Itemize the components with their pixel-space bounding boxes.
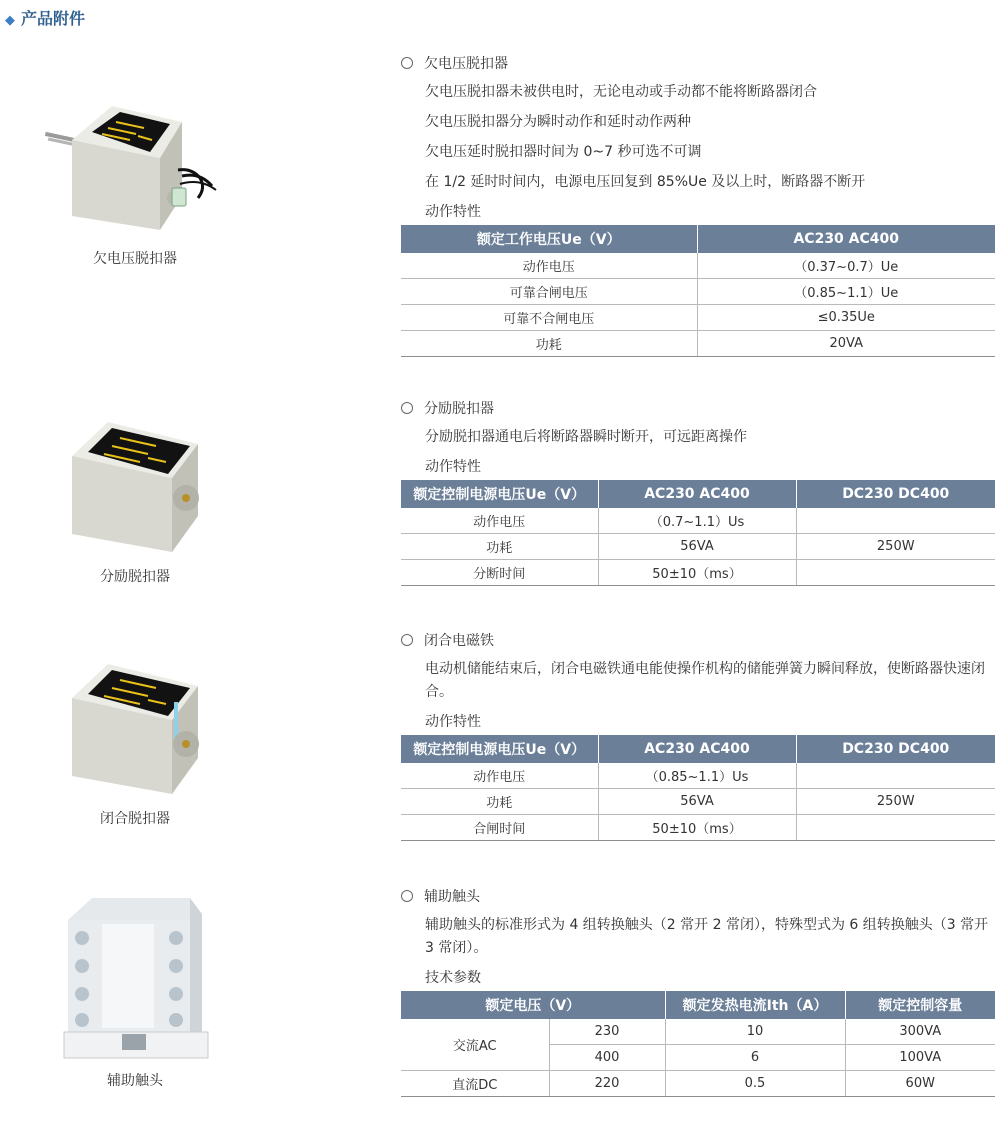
- column-header: 额定电压（V）: [401, 991, 665, 1019]
- caption-auxiliary: 辅助触头: [107, 1073, 163, 1089]
- table-cell: 400: [549, 1045, 665, 1071]
- circle-bullet-icon: [401, 402, 413, 414]
- table-cell: 50±10（ms）: [598, 815, 796, 841]
- table-cell: 动作电压: [401, 763, 598, 789]
- table-cell: [796, 763, 995, 789]
- table-row: [401, 253, 995, 279]
- table-row: [401, 534, 995, 560]
- circle-bullet-icon: [401, 634, 413, 646]
- table-header-row: [401, 480, 995, 508]
- product-photo-shunt: [40, 416, 230, 586]
- table-cell: [796, 815, 995, 841]
- column-header: DC230 DC400: [796, 480, 995, 508]
- table-label: 动作特性: [425, 714, 481, 730]
- table-cell: 可靠不合闸电压: [401, 305, 697, 331]
- shunt-release-image: [40, 416, 230, 556]
- undervoltage-release-image: [40, 100, 230, 250]
- circle-bullet-icon: [401, 57, 413, 69]
- column-header: 额定控制电源电压Ue（V）: [401, 735, 598, 763]
- paragraph: 欠电压脱扣器未被供电时，无论电动或手动都不能将断路器闭合: [425, 84, 817, 100]
- auxiliary-contacts-image: [40, 894, 230, 1064]
- caption-closing: 闭合脱扣器: [100, 811, 170, 827]
- table-label: 动作特性: [425, 204, 481, 220]
- column-header: 额定发热电流Ith（A）: [665, 991, 845, 1019]
- product-photo-undervoltage: [40, 100, 230, 270]
- table-cell: 0.5: [665, 1071, 845, 1097]
- spec-table-auxiliary: [401, 991, 995, 1097]
- paragraph: 辅助触头的标准形式为 4 组转换触头（2 常开 2 常闭），特殊型式为 6 组转换触头（3 常开 3 常闭）。: [425, 917, 989, 956]
- page-title: [5, 6, 85, 29]
- paragraph: 电动机储能结束后，闭合电磁铁通电能使操作机构的储能弹簧力瞬间释放，使断路器快速闭合。: [425, 661, 985, 700]
- table-cell: 230: [549, 1019, 665, 1045]
- table-cell: 6: [665, 1045, 845, 1071]
- table-row: [401, 305, 995, 331]
- page-title-text: 产品附件: [21, 9, 86, 28]
- table-row: [401, 508, 995, 534]
- section-heading: 欠电压脱扣器: [401, 51, 995, 77]
- table-cell: 动作电压: [401, 253, 697, 279]
- table-cell: 10: [665, 1019, 845, 1045]
- content-closing: [401, 628, 995, 841]
- table-cell: 合闸时间: [401, 815, 598, 841]
- table-cell: （0.7~1.1）Us: [598, 508, 796, 534]
- table-cell: （0.85~1.1）Ue: [697, 279, 995, 305]
- table-cell: 250W: [796, 534, 995, 560]
- column-header: 额定工作电压Ue（V）: [401, 225, 697, 253]
- table-row: [401, 815, 995, 841]
- table-cell: 20VA: [697, 331, 995, 357]
- table-cell: 分断时间: [401, 560, 598, 586]
- table-cell: 100VA: [845, 1045, 995, 1071]
- table-cell: 250W: [796, 789, 995, 815]
- table-cell: 功耗: [401, 534, 598, 560]
- table-cell: 可靠合闸电压: [401, 279, 697, 305]
- table-cell: 50±10（ms）: [598, 560, 796, 586]
- column-header: AC230 AC400: [697, 225, 995, 253]
- table-cell: [796, 508, 995, 534]
- spec-table-shunt: [401, 480, 995, 586]
- section-heading: 闭合电磁铁: [401, 628, 995, 654]
- table-header-row: [401, 735, 995, 763]
- content-auxiliary: [401, 884, 995, 1097]
- table-row: [401, 789, 995, 815]
- section-heading: 辅助触头: [401, 884, 995, 910]
- paragraph: 分励脱扣器通电后将断路器瞬时断开，可远距离操作: [425, 429, 747, 445]
- column-header: AC230 AC400: [598, 735, 796, 763]
- table-row: [401, 560, 995, 586]
- table-row: [401, 763, 995, 789]
- column-header: AC230 AC400: [598, 480, 796, 508]
- product-photo-auxiliary: [40, 894, 230, 1104]
- closing-release-image: [40, 658, 230, 798]
- column-header: DC230 DC400: [796, 735, 995, 763]
- content-undervoltage: [401, 51, 995, 357]
- table-cell: 220: [549, 1071, 665, 1097]
- paragraph: 欠电压延时脱扣器时间为 0~7 秒可选不可调: [425, 144, 702, 160]
- table-row: [401, 1019, 995, 1045]
- section-heading: 分励脱扣器: [401, 396, 995, 422]
- table-row: [401, 279, 995, 305]
- spec-table-undervoltage: [401, 225, 995, 357]
- circle-bullet-icon: [401, 890, 413, 902]
- column-header: 额定控制容量: [845, 991, 995, 1019]
- table-cell: 56VA: [598, 789, 796, 815]
- paragraph: 在 1/2 延时时间内，电源电压回复到 85%Ue 及以上时，断路器不断开: [425, 174, 866, 190]
- table-cell: [796, 560, 995, 586]
- table-cell: 功耗: [401, 331, 697, 357]
- table-cell: （0.37~0.7）Ue: [697, 253, 995, 279]
- table-row: [401, 331, 995, 357]
- table-header-row: [401, 225, 995, 253]
- table-row: [401, 1071, 995, 1097]
- table-cell: 56VA: [598, 534, 796, 560]
- table-cell: 动作电压: [401, 508, 598, 534]
- table-label: 动作特性: [425, 459, 481, 475]
- table-label: 技术参数: [425, 970, 481, 986]
- row-group-label: 交流AC: [401, 1019, 549, 1071]
- column-header: 额定控制电源电压Ue（V）: [401, 480, 598, 508]
- table-cell: 60W: [845, 1071, 995, 1097]
- table-cell: 300VA: [845, 1019, 995, 1045]
- table-cell: ≤0.35Ue: [697, 305, 995, 331]
- row-group-label: 直流DC: [401, 1071, 549, 1097]
- table-header-row: [401, 991, 995, 1019]
- caption-undervoltage: 欠电压脱扣器: [93, 251, 177, 267]
- product-photo-closing: [40, 658, 230, 828]
- content-shunt: [401, 396, 995, 586]
- diamond-icon: ◆: [5, 13, 15, 28]
- table-cell: （0.85~1.1）Us: [598, 763, 796, 789]
- caption-shunt: 分励脱扣器: [100, 569, 170, 585]
- spec-table-closing: [401, 735, 995, 841]
- paragraph: 欠电压脱扣器分为瞬时动作和延时动作两种: [425, 114, 691, 130]
- table-cell: 功耗: [401, 789, 598, 815]
